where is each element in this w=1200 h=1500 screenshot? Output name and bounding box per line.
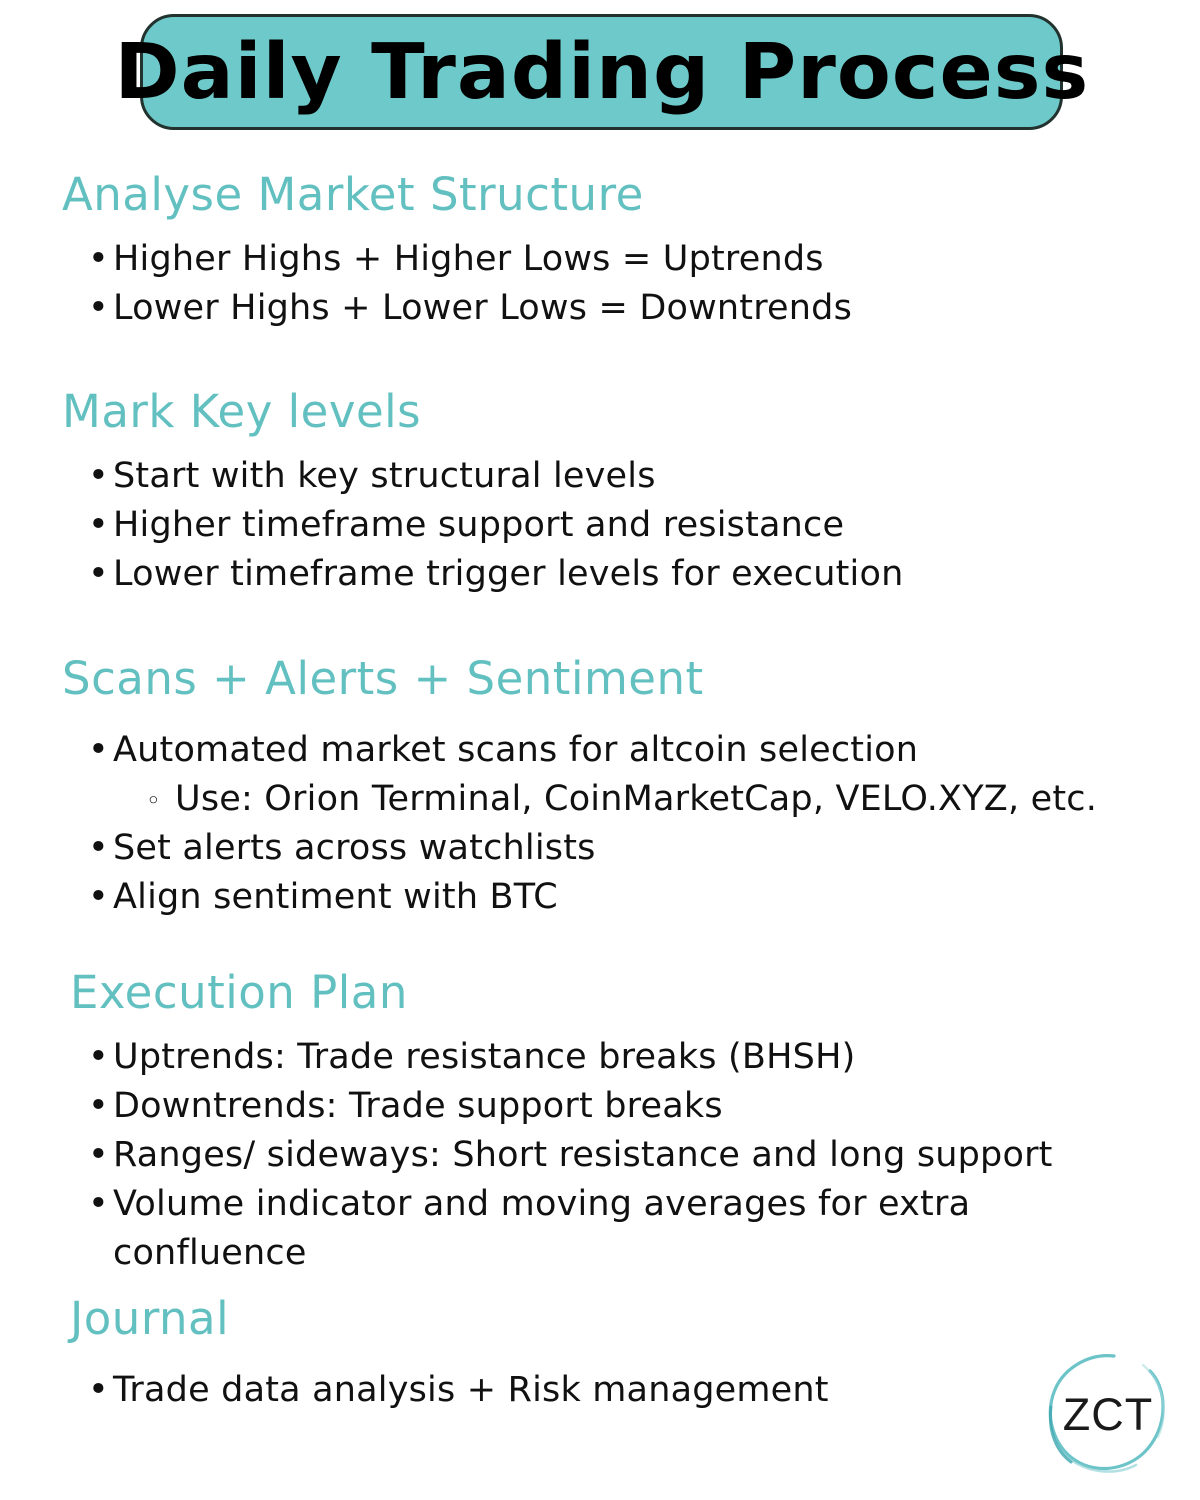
bullet-marker: • [88, 554, 109, 594]
content-column [0, 168, 1200, 1415]
section-heading: Scans + Alerts + Sentiment [62, 652, 704, 705]
bullet-marker: • [88, 828, 109, 868]
section-journal [0, 1292, 1200, 1415]
bullet-marker: • [88, 1037, 109, 1077]
list-item-text: Lower timeframe trigger levels for execution [113, 554, 904, 594]
section-heading: Analyse Market Structure [62, 168, 644, 221]
list-item [0, 1082, 1173, 1131]
bullet-marker: • [88, 456, 109, 496]
list-item-text: Automated market scans for altcoin selection [113, 730, 919, 770]
bullet-marker: • [88, 1370, 109, 1410]
section-heading: Journal [70, 1292, 230, 1345]
list-item-text: Volume indicator and moving averages for extra confluence [113, 1184, 971, 1273]
section-analyse-market-structure [0, 168, 1200, 333]
bullet-list [0, 726, 1200, 922]
bullet-marker: • [88, 288, 109, 328]
list-item [0, 873, 1173, 922]
list-item-text: Uptrends: Trade resistance breaks (BHSH) [113, 1037, 856, 1077]
list-item-text: Higher timeframe support and resistance [113, 505, 845, 545]
list-item [0, 235, 1173, 284]
section-mark-key-levels [0, 385, 1200, 599]
list-item [0, 726, 1173, 775]
bullet-list [0, 1033, 1200, 1278]
list-item [0, 775, 1200, 824]
bullet-marker: • [88, 730, 109, 770]
bullet-marker: ◦ [146, 786, 161, 815]
list-item [0, 1366, 1173, 1415]
bullet-marker: • [88, 1135, 109, 1175]
list-item [0, 501, 1173, 550]
list-item [0, 452, 1173, 501]
list-item-text: Higher Highs + Higher Lows = Uptrends [113, 239, 824, 279]
bullet-list [0, 1366, 1200, 1415]
bullet-marker: • [88, 1086, 109, 1126]
list-item-text: Ranges/ sideways: Short resistance and long support [113, 1135, 1053, 1175]
list-item-text: Downtrends: Trade support breaks [113, 1086, 723, 1126]
list-item [0, 1033, 1173, 1082]
list-item [0, 824, 1173, 873]
bullet-list [0, 452, 1200, 599]
list-item [0, 1180, 1173, 1278]
title-banner [114, 14, 1089, 130]
zct-logo [1038, 1345, 1178, 1485]
logo-text: ZCT [1062, 1389, 1154, 1440]
bullet-list [0, 235, 1200, 333]
list-item-text: Trade data analysis + Risk management [113, 1370, 829, 1410]
section-heading: Execution Plan [70, 966, 408, 1019]
list-item-text: Lower Highs + Lower Lows = Downtrends [113, 288, 853, 328]
section-heading: Mark Key levels [62, 385, 422, 438]
list-item [0, 1131, 1173, 1180]
list-item [0, 284, 1173, 333]
list-item-text: Set alerts across watchlists [113, 828, 596, 868]
page-title: Daily Trading Process [114, 27, 1089, 117]
list-item-text: Use: Orion Terminal, CoinMarketCap, VELO.XYZ, etc. [175, 779, 1098, 819]
bullet-marker: • [88, 1184, 109, 1224]
list-item-text: Align sentiment with BTC [113, 877, 558, 917]
section-scans-alerts-sentiment [0, 652, 1200, 922]
section-execution-plan [0, 966, 1200, 1278]
list-item [0, 550, 1173, 599]
list-item-text: Start with key structural levels [113, 456, 656, 496]
bullet-marker: • [88, 505, 109, 545]
bullet-marker: • [88, 239, 109, 279]
bullet-marker: • [88, 877, 109, 917]
